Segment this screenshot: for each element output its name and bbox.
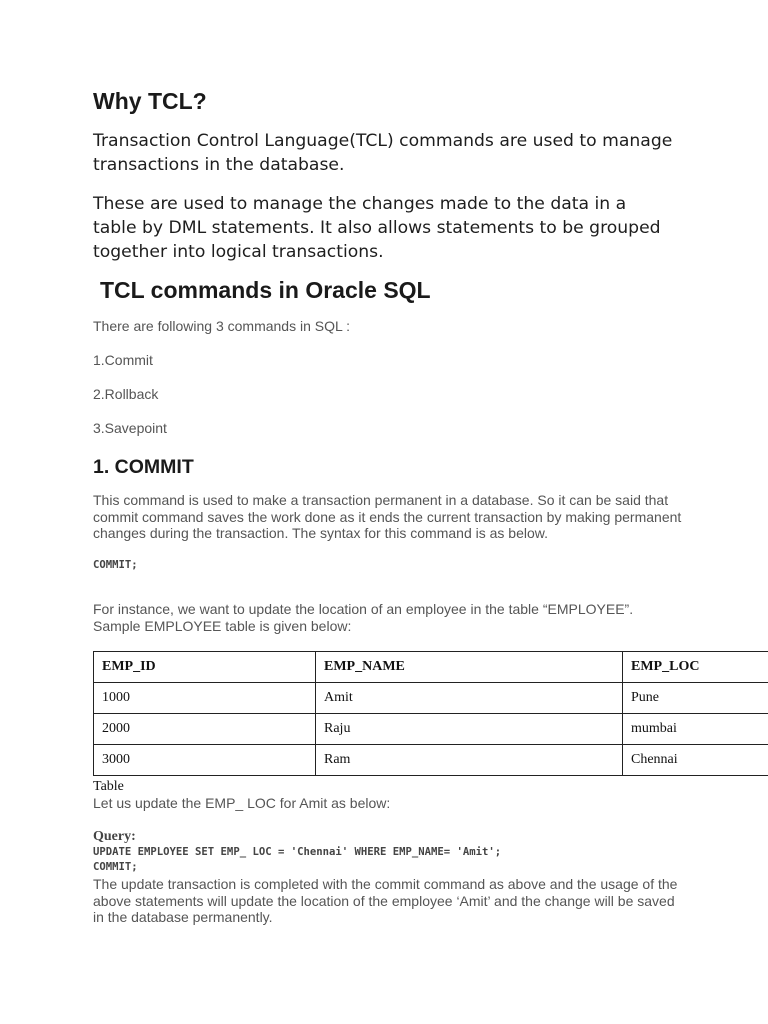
table-header-row (94, 652, 768, 683)
table-cell: Amit (316, 683, 623, 714)
table-cell: 1000 (94, 683, 316, 714)
column-header: EMP_ID (94, 652, 316, 683)
table-caption: Table (93, 779, 124, 794)
query-label: Query: (93, 829, 136, 844)
table-cell: 2000 (94, 714, 316, 745)
conclusion-text: The update transaction is completed with the commit command as above and the usage of the above statements will update the location of the employee ‘Amit’ and the change will be saved in the database permanently. (93, 876, 678, 925)
employee-table (93, 651, 768, 776)
table-row (94, 714, 768, 745)
commit-heading: 1. COMMIT (93, 456, 194, 478)
command-item-commit: 1.Commit (93, 352, 153, 368)
command-item-rollback: 2.Rollback (93, 386, 159, 402)
query-update-statement: UPDATE EMPLOYEE SET EMP_ LOC = 'Chennai' WHERE EMP_NAME= 'Amit'; (93, 846, 502, 858)
commit-description: This command is used to make a transaction permanent in a database. So it can be said that commit command saves the work done as it ends the current transaction by making permanent changes during the transaction. The syntax for this command is as below. (93, 492, 682, 541)
table-cell: Raju (316, 714, 623, 745)
why-tcl-paragraph-2: These are used to manage the changes made to the data in a table by DML statements. It also allows statements to be grouped together into logical transactions. (93, 194, 661, 262)
table-cell: Ram (316, 745, 623, 776)
table-row (94, 745, 768, 776)
tcl-commands-intro: There are following 3 commands in SQL : (93, 318, 351, 334)
update-text: Let us update the EMP_ LOC for Amit as below: (93, 795, 391, 811)
column-header: EMP_LOC (623, 652, 768, 683)
table-row (94, 683, 768, 714)
column-header: EMP_NAME (316, 652, 623, 683)
command-item-savepoint: 3.Savepoint (93, 420, 167, 436)
query-commit-statement: COMMIT; (93, 861, 138, 873)
commit-syntax: COMMIT; (93, 559, 138, 571)
table-cell: 3000 (94, 745, 316, 776)
table-cell: Pune (623, 683, 768, 714)
instance-text: For instance, we want to update the location of an employee in the table “EMPLOYEE”. Sample EMPLOYEE table is given below: (93, 601, 634, 634)
tcl-commands-heading: TCL commands in Oracle SQL (100, 277, 431, 303)
why-tcl-heading: Why TCL? (93, 88, 207, 114)
table-cell: mumbai (623, 714, 768, 745)
table-cell: Chennai (623, 745, 768, 776)
why-tcl-paragraph-1: Transaction Control Language(TCL) commands are used to manage transactions in the database. (93, 131, 673, 175)
